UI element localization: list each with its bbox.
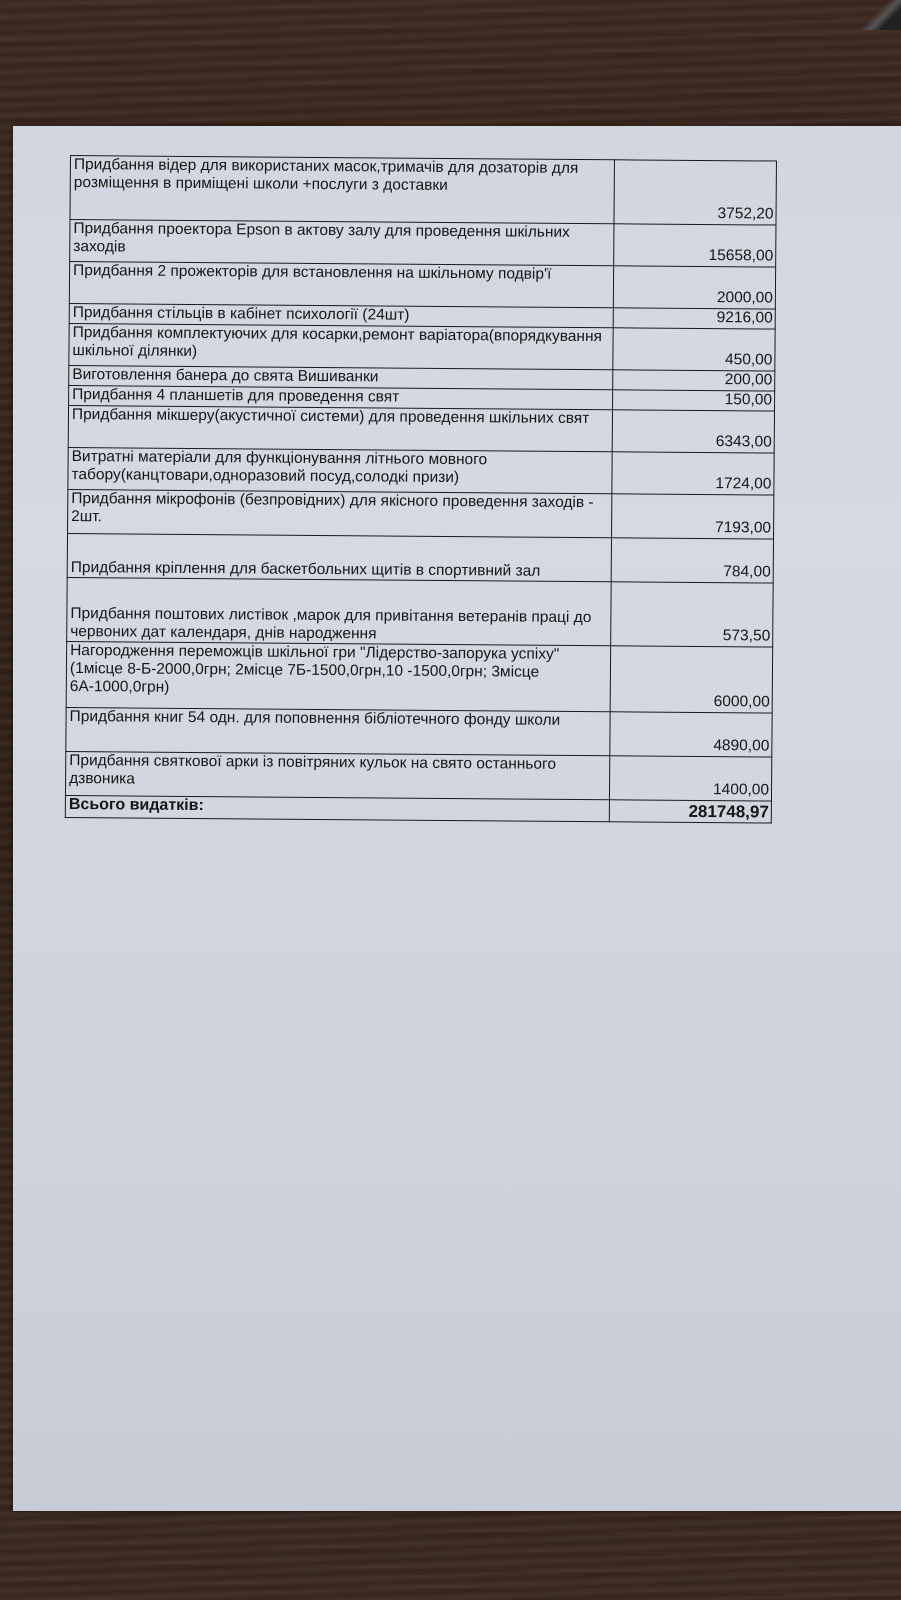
table-row bbox=[67, 577, 773, 647]
expense-amount: 1724,00 bbox=[612, 452, 774, 495]
expense-amount: 6000,00 bbox=[610, 646, 773, 713]
table-row bbox=[70, 156, 776, 226]
expense-amount: 784,00 bbox=[611, 538, 773, 583]
expense-description: Придбання кріплення для баскетбольних щитів в спортивний зал bbox=[67, 533, 611, 581]
expense-amount: 7193,00 bbox=[612, 494, 774, 539]
table-row bbox=[68, 447, 774, 495]
table-row bbox=[65, 751, 771, 801]
expense-description: Придбання 4 планшетів для проведення свят bbox=[69, 385, 613, 409]
expense-description: Виготовлення банера до свята Вишиванки bbox=[69, 365, 613, 389]
expense-amount: 9216,00 bbox=[613, 308, 775, 329]
table-row bbox=[66, 707, 772, 757]
expense-description: Придбання відер для використаних масок,тримачів для дозаторів для розміщення в приміщені школи +послуги з доставки bbox=[70, 156, 614, 224]
expense-description: Придбання стільців в кабінет психології (24шт) bbox=[69, 303, 613, 327]
table-row bbox=[69, 323, 775, 371]
expense-description: Придбання мікшеру(акустичної системи) для проведення шкільних свят bbox=[68, 405, 612, 451]
expense-amount: 3752,20 bbox=[614, 160, 776, 225]
expense-description: Придбання святкової арки із повітряних кульок на свято останнього дзвоника bbox=[65, 751, 609, 799]
total-amount: 281748,97 bbox=[609, 800, 771, 823]
expense-amount: 1400,00 bbox=[609, 756, 771, 801]
table-row bbox=[68, 405, 774, 453]
expense-amount: 4890,00 bbox=[610, 712, 772, 757]
expense-description: Придбання 2 прожекторів для встановлення на шкільному подвір'ї bbox=[69, 262, 613, 308]
expense-amount: 200,00 bbox=[613, 370, 775, 391]
total-label: Всього видатків: bbox=[65, 795, 609, 821]
expense-description: Придбання проектора Epson в актову залу для проведення шкільних заходів bbox=[70, 220, 614, 266]
expense-table bbox=[65, 155, 777, 824]
expense-amount: 573,50 bbox=[611, 582, 773, 647]
expense-amount: 15658,00 bbox=[614, 224, 776, 267]
expense-description: Придбання поштових листівок ,марок для привітання ветеранів праці до червоних дат календаря, днів народження bbox=[67, 577, 611, 645]
table-row bbox=[70, 220, 776, 268]
table-row bbox=[69, 262, 775, 310]
expense-amount: 450,00 bbox=[613, 328, 775, 371]
expense-description: Придбання мікрофонів (безпровідних) для якісного проведення заходів - 2шт. bbox=[68, 489, 612, 537]
expense-amount: 2000,00 bbox=[613, 266, 775, 309]
desk-object bbox=[861, 0, 901, 30]
table-row bbox=[67, 533, 773, 583]
expense-table-container bbox=[65, 155, 780, 824]
expense-description: Придбання комплектуючих для косарки,ремонт варіатора(впорядкування шкільної ділянки) bbox=[69, 323, 613, 369]
expense-description: Придбання книг 54 одн. для поповнення бібліотечного фонду школи bbox=[66, 707, 610, 755]
table-row bbox=[68, 489, 774, 539]
table-row bbox=[66, 641, 772, 713]
expense-description: Витратні матеріали для функціонування літнього мовного табору(канцтовари,одноразовий посуд,солодкі призи) bbox=[68, 447, 612, 493]
expense-description: Нагородження переможців шкільної гри "Лідерство-запорука успіху"(1місце 8-Б-2000,0грн; 2місце 7Б-1500,0грн,10 -1500,0грн; 3місце 6А-1000,0грн) bbox=[66, 641, 611, 711]
expense-amount: 150,00 bbox=[613, 390, 775, 411]
expense-amount: 6343,00 bbox=[612, 410, 774, 453]
